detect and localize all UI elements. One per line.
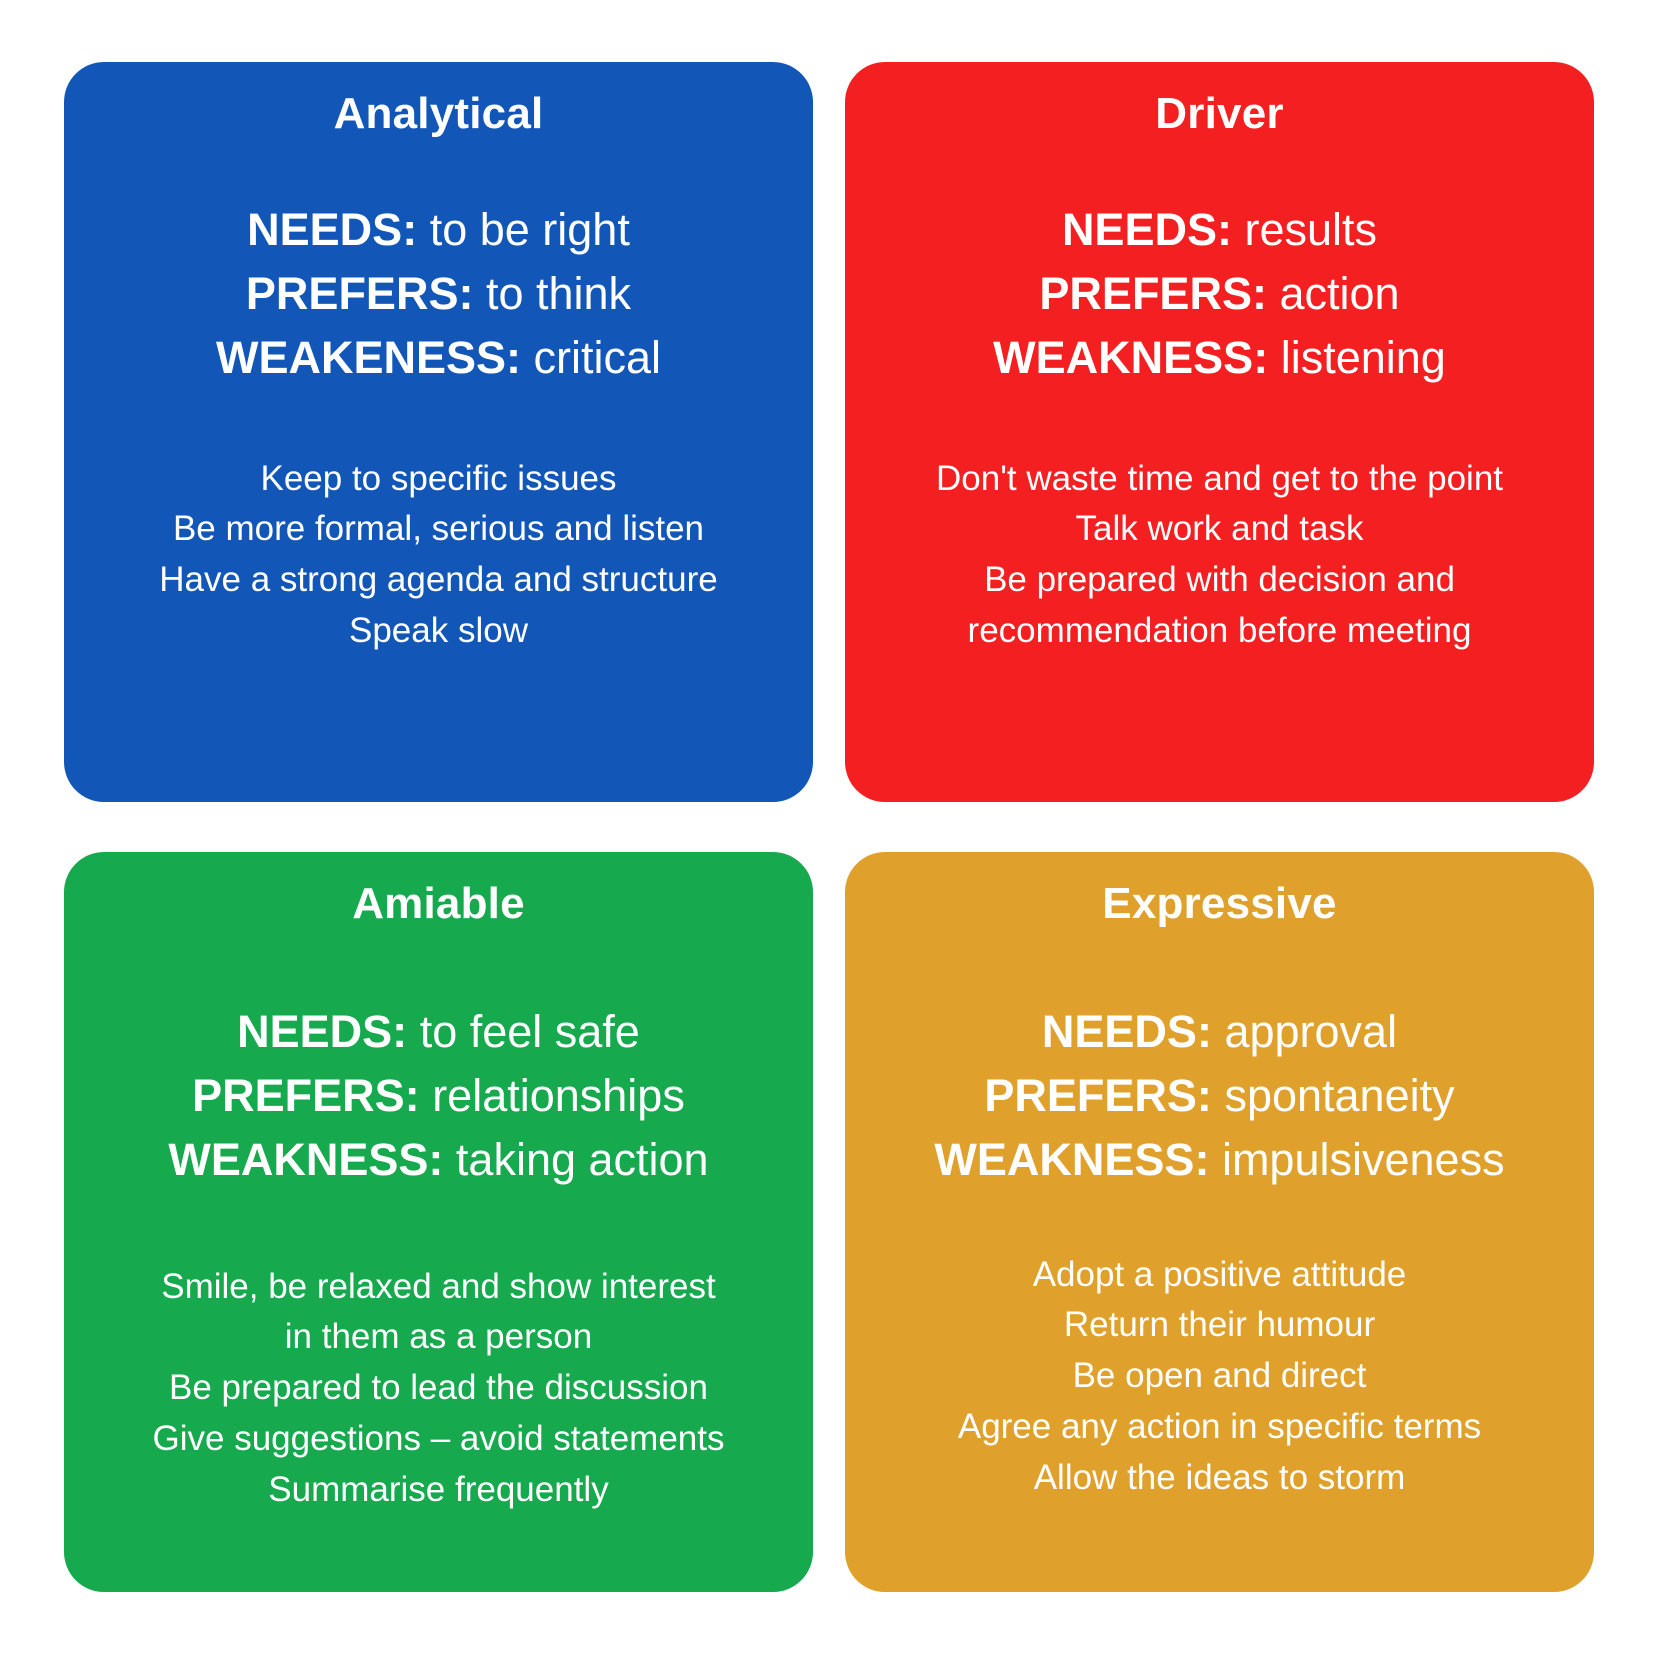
card-analytical (64, 62, 813, 802)
card-attributes (993, 198, 1446, 390)
card-title: Analytical (333, 89, 544, 138)
tip-line: Be prepared with decision and (984, 560, 1455, 600)
card-expressive (845, 852, 1594, 1592)
attribute-value: spontaneity (1224, 1069, 1455, 1121)
attribute-row (934, 1128, 1504, 1192)
attribute-value: approval (1224, 1005, 1398, 1057)
card-tips (159, 454, 717, 657)
card-title: Expressive (1102, 879, 1337, 928)
attribute-key: WEAKENESS: (215, 331, 521, 383)
tip-line: Adopt a positive attitude (1032, 1254, 1407, 1294)
card-amiable (64, 852, 813, 1592)
attribute-key: WEAKNESS: (934, 1133, 1210, 1185)
attribute-value: relationships (432, 1069, 685, 1121)
card-tips (936, 454, 1503, 657)
attribute-row (993, 262, 1446, 326)
card-title: Amiable (352, 879, 525, 928)
attribute-value: to feel safe (419, 1005, 640, 1057)
attribute-key: NEEDS: (247, 203, 418, 255)
tip-line: in them as a person (284, 1317, 593, 1357)
tip-line: Summarise frequently (268, 1469, 609, 1509)
attribute-row (168, 1064, 708, 1128)
attribute-row (168, 1000, 708, 1064)
attribute-key: PREFERS: (1039, 267, 1267, 319)
tip-line: Return their humour (1063, 1305, 1376, 1345)
attribute-key: NEEDS: (237, 1005, 408, 1057)
card-attributes (168, 1000, 708, 1192)
tip-line: Give suggestions – avoid statements (152, 1418, 725, 1458)
tip-line: Talk work and task (1075, 509, 1364, 549)
attribute-row (934, 1000, 1504, 1064)
attribute-value: to be right (429, 203, 630, 255)
tip-line: Allow the ideas to storm (1033, 1457, 1406, 1497)
card-attributes (934, 1000, 1504, 1192)
card-tips (153, 1262, 725, 1516)
tip-line: recommendation before meeting (967, 610, 1472, 650)
attribute-row (934, 1064, 1504, 1128)
attribute-value: taking action (455, 1133, 709, 1185)
tip-line: Agree any action in specific terms (957, 1406, 1482, 1446)
card-driver (845, 62, 1594, 802)
card-attributes (216, 198, 661, 390)
attribute-value: to think (485, 267, 632, 319)
tip-line: Have a strong agenda and structure (159, 560, 718, 600)
card-title: Driver (1155, 89, 1284, 138)
attribute-key: NEEDS: (1041, 1005, 1212, 1057)
tip-line: Be open and direct (1072, 1356, 1367, 1396)
attribute-value: listening (1280, 331, 1446, 383)
attribute-key: PREFERS: (984, 1069, 1212, 1121)
attribute-row (168, 1128, 708, 1192)
tip-line: Be prepared to lead the discussion (169, 1368, 708, 1408)
attribute-row (993, 198, 1446, 262)
attribute-value: impulsiveness (1221, 1133, 1505, 1185)
attribute-key: PREFERS: (245, 267, 474, 319)
attribute-value: critical (533, 331, 662, 383)
attribute-key: NEEDS: (1061, 203, 1232, 255)
tip-line: Speak slow (349, 610, 528, 650)
attribute-row (993, 326, 1446, 390)
tip-line: Be more formal, serious and listen (172, 509, 705, 549)
attribute-row (216, 326, 661, 390)
tip-line: Keep to specific issues (260, 458, 617, 498)
attribute-value: results (1244, 203, 1378, 255)
attribute-key: WEAKNESS: (993, 331, 1269, 383)
tip-line: Smile, be relaxed and show interest (161, 1266, 716, 1306)
card-tips (958, 1250, 1481, 1504)
attribute-row (216, 262, 661, 326)
attribute-value: action (1279, 267, 1400, 319)
attribute-key: PREFERS: (192, 1069, 420, 1121)
tip-line: Don't waste time and get to the point (935, 458, 1504, 498)
attribute-key: WEAKNESS: (168, 1133, 444, 1185)
attribute-row (216, 198, 661, 262)
